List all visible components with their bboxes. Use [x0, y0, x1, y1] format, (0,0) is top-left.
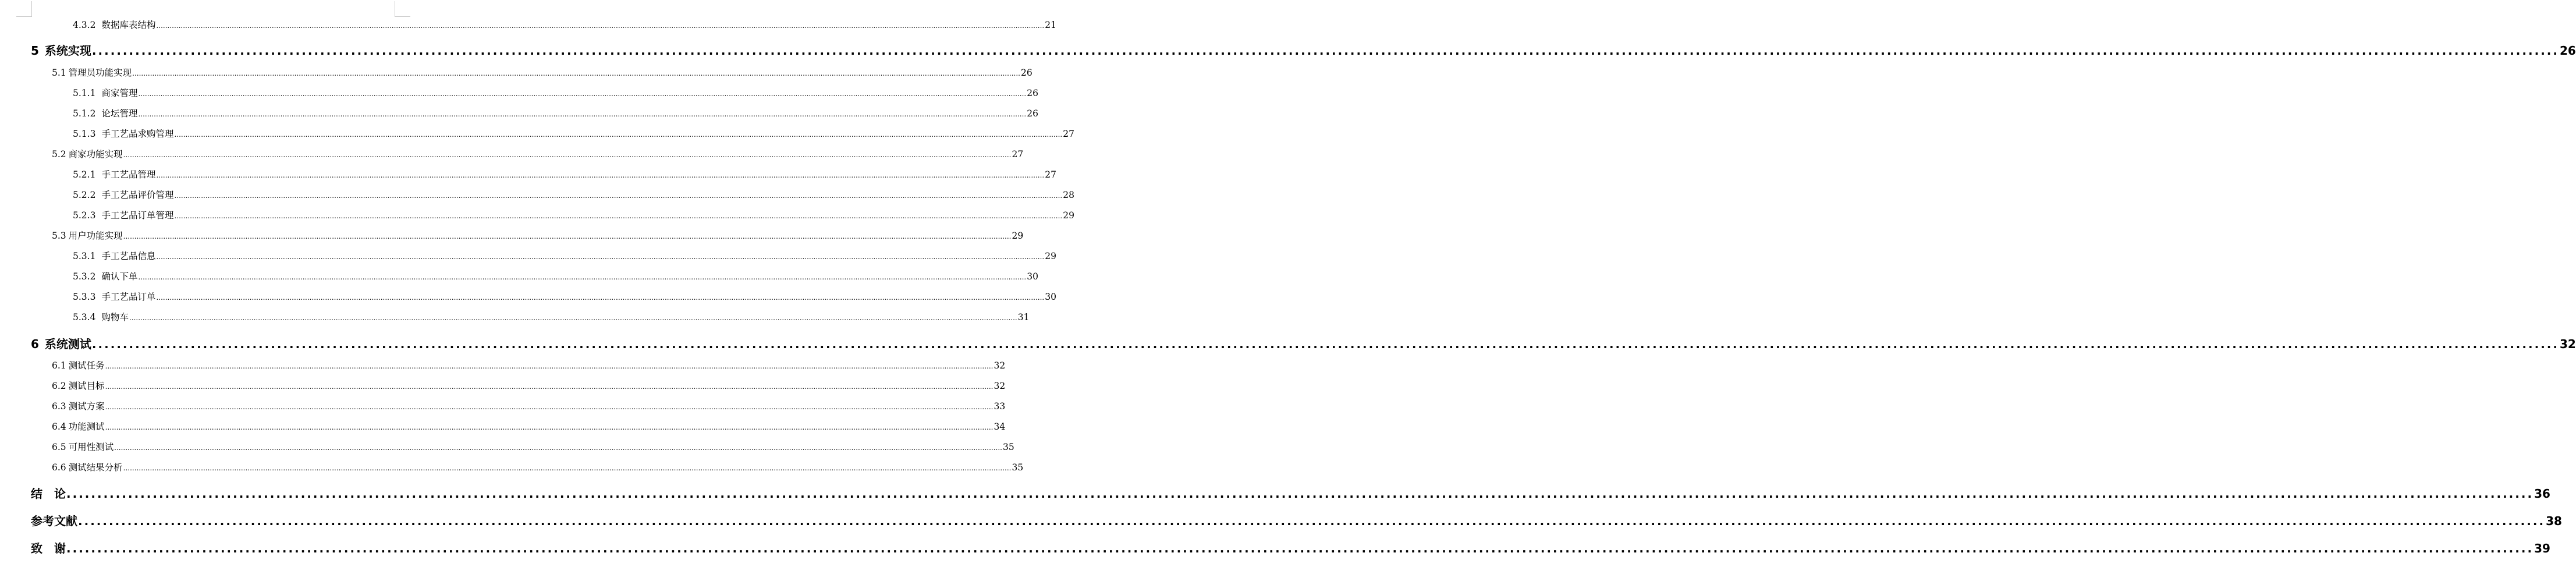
toc-entry-title: 商家功能实现 [68, 149, 123, 160]
toc-entry[interactable] [52, 147, 1024, 160]
toc-dot-leader: ................................................................................................................................................................................................................................................................................................................................................................................................................ [105, 382, 994, 391]
toc-dot-leader: ................................................................................................................................................................................................................................................................................................................................................................................................................ [105, 362, 994, 370]
toc-entry-number: 5 [31, 44, 39, 58]
toc-entry-number: 5.1.1 [73, 88, 96, 98]
toc-entry[interactable] [73, 107, 1038, 119]
toc-entry-page-number: 35 [1002, 442, 1014, 452]
toc-entry[interactable] [31, 539, 2550, 556]
toc-entry-number: 4.3.2 [73, 20, 96, 30]
toc-entry-number: 5.3.3 [73, 292, 96, 302]
toc-dot-leader: ................................................................................................................................................................................................................................................................................................................................................................................................................ [123, 151, 1012, 159]
toc-entry-page-number: 32 [2559, 337, 2576, 351]
toc-entry-number: 6.3 [52, 401, 66, 412]
toc-entry[interactable] [52, 229, 1024, 242]
toc-dot-leader: ................................................................................................................................................................................................................................................................................................................................................................................................................ [138, 273, 1027, 281]
toc-dot-leader: ................................................................................................................................................................................................................................................................................................................................................................................................................ [91, 44, 2559, 58]
toc-entry[interactable] [73, 18, 1056, 31]
toc-entry-page-number: 36 [2534, 487, 2550, 501]
toc-entry-page-number: 32 [994, 381, 1006, 391]
toc-entry[interactable] [52, 420, 1006, 433]
toc-entry[interactable] [52, 460, 1024, 473]
toc-dot-leader: ................................................................................................................................................................................................................................................................................................................................................................................................................ [138, 110, 1027, 118]
toc-entry-number: 6.6 [52, 462, 66, 473]
toc-dot-leader: ................................................................................................................................................................................................................................................................................................................................................................................................................ [132, 69, 1020, 77]
toc-entry[interactable] [31, 484, 2550, 501]
toc-entry-page-number: 38 [2546, 514, 2562, 528]
toc-entry[interactable] [73, 208, 1074, 221]
toc-entry-number: 5.3 [52, 231, 66, 241]
toc-entry-page-number: 32 [994, 360, 1006, 371]
toc-entry-title: 测试方案 [68, 401, 105, 412]
toc-entry-number: 5.2.2 [73, 190, 96, 200]
toc-dot-leader: ................................................................................................................................................................................................................................................................................................................................................................................................................ [156, 22, 1045, 30]
toc-entry[interactable] [73, 86, 1038, 99]
toc-entry-title: 手工艺品评价管理 [101, 190, 174, 200]
toc-entry-number: 5.3.1 [73, 251, 96, 261]
toc-entry-page-number: 29 [1012, 231, 1024, 241]
toc-entry-page-number: 33 [994, 401, 1006, 412]
toc-entry-page-number: 31 [1017, 312, 1030, 323]
toc-entry[interactable] [52, 379, 1006, 392]
toc-entry[interactable] [52, 440, 1014, 453]
toc-entry-title: 结 论 [31, 487, 66, 501]
toc-entry-page-number: 34 [994, 421, 1006, 432]
toc-entry-page-number: 27 [1045, 169, 1056, 180]
toc-dot-leader: ................................................................................................................................................................................................................................................................................................................................................................................................................ [123, 232, 1012, 240]
toc-entry-number: 6.5 [52, 442, 66, 452]
toc-entry-title: 测试任务 [68, 360, 105, 371]
toc-entry-page-number: 30 [1027, 271, 1038, 282]
toc-entry-number: 5.1 [52, 68, 66, 78]
toc-dot-leader: ................................................................................................................................................................................................................................................................................................................................................................................................................ [105, 403, 994, 411]
toc-entry-number: 6.1 [52, 360, 66, 371]
toc-entry-title: 手工艺品管理 [101, 169, 156, 180]
toc-entry-page-number: 27 [1063, 129, 1074, 139]
toc-entry[interactable] [73, 310, 1030, 323]
toc-entry-number: 5.1.3 [73, 129, 96, 139]
toc-entry-title: 测试结果分析 [68, 462, 123, 473]
toc-entry-number: 5.2.1 [73, 169, 96, 180]
toc-entry-page-number: 30 [1045, 292, 1056, 302]
toc-entry-title: 用户功能实现 [68, 231, 123, 241]
toc-entry-title: 购物车 [101, 312, 129, 323]
toc-entry-page-number: 27 [1012, 149, 1024, 160]
toc-dot-leader: ................................................................................................................................................................................................................................................................................................................................................................................................................ [105, 423, 994, 431]
toc-dot-leader: ................................................................................................................................................................................................................................................................................................................................................................................................................ [91, 337, 2559, 351]
toc-entry-page-number: 28 [1063, 190, 1074, 200]
toc-entry[interactable] [73, 290, 1056, 303]
toc-entry[interactable] [73, 270, 1038, 282]
toc-entry-page-number: 29 [1045, 251, 1056, 261]
toc-entry-title: 参考文献 [31, 514, 77, 528]
toc-entry-number: 5.3.4 [73, 312, 96, 323]
toc-entry[interactable] [31, 512, 2562, 529]
toc-entry-number: 6.4 [52, 421, 66, 432]
toc-dot-leader: ................................................................................................................................................................................................................................................................................................................................................................................................................ [66, 541, 2534, 555]
toc-entry-title: 系统实现 [44, 44, 91, 58]
toc-entry[interactable] [73, 168, 1056, 180]
toc-entry-title: 论坛管理 [101, 108, 138, 119]
toc-entry-title: 可用性测试 [68, 442, 114, 452]
toc-entry[interactable] [52, 399, 1006, 412]
toc-entry-title: 商家管理 [101, 88, 138, 98]
toc-entry[interactable] [52, 359, 1006, 371]
toc-dot-leader: ................................................................................................................................................................................................................................................................................................................................................................................................................ [174, 192, 1063, 200]
toc-entry-title: 管理员功能实现 [68, 68, 132, 78]
toc-entry-title: 确认下单 [101, 271, 138, 282]
toc-entry-number: 6 [31, 337, 39, 351]
toc-dot-leader: ................................................................................................................................................................................................................................................................................................................................................................................................................ [123, 464, 1012, 472]
toc-dot-leader: ................................................................................................................................................................................................................................................................................................................................................................................................................ [156, 253, 1045, 261]
toc-dot-leader: ................................................................................................................................................................................................................................................................................................................................................................................................................ [156, 293, 1045, 302]
toc-entry[interactable] [73, 127, 1074, 140]
toc-entry[interactable] [52, 66, 1032, 79]
toc-dot-leader: ................................................................................................................................................................................................................................................................................................................................................................................................................ [174, 212, 1063, 220]
toc-dot-leader: ................................................................................................................................................................................................................................................................................................................................................................................................................ [114, 444, 1002, 452]
toc-entry[interactable] [73, 188, 1074, 201]
toc-entry-title: 数据库表结构 [101, 20, 156, 30]
toc-entry-title: 致 谢 [31, 541, 66, 555]
toc-entry-number: 5.3.2 [73, 271, 96, 282]
toc-entry-number: 5.2.3 [73, 210, 96, 221]
toc-entry[interactable] [73, 249, 1056, 262]
toc-entry-title: 测试目标 [68, 381, 105, 391]
toc-entry-number: 5.2 [52, 149, 66, 160]
toc-entry-title: 手工艺品订单 [101, 292, 156, 302]
toc-entry-page-number: 21 [1045, 20, 1056, 30]
toc-entry-title: 系统测试 [44, 337, 91, 351]
toc-entry-title: 手工艺品信息 [101, 251, 156, 261]
toc-dot-leader: ................................................................................................................................................................................................................................................................................................................................................................................................................ [129, 314, 1017, 322]
toc-entry-page-number: 39 [2534, 541, 2550, 555]
toc-entry-page-number: 26 [1027, 108, 1038, 119]
toc-dot-leader: ................................................................................................................................................................................................................................................................................................................................................................................................................ [66, 487, 2534, 501]
toc-entry-number: 6.2 [52, 381, 66, 391]
toc-entry-page-number: 29 [1063, 210, 1074, 221]
toc-entry-title: 手工艺品求购管理 [101, 129, 174, 139]
toc-entry-title: 手工艺品订单管理 [101, 210, 174, 221]
toc-entry-page-number: 26 [1027, 88, 1038, 98]
toc-entry-page-number: 35 [1012, 462, 1024, 473]
toc-entry[interactable] [31, 41, 2576, 58]
toc-entry[interactable] [31, 335, 2576, 352]
toc-entry-title: 功能测试 [68, 421, 105, 432]
toc-entry-page-number: 26 [1020, 68, 1032, 78]
toc-dot-leader: ................................................................................................................................................................................................................................................................................................................................................................................................................ [156, 171, 1045, 179]
toc-dot-leader: ................................................................................................................................................................................................................................................................................................................................................................................................................ [174, 130, 1063, 139]
toc-dot-leader: ................................................................................................................................................................................................................................................................................................................................................................................................................ [138, 90, 1027, 98]
toc-dot-leader: ................................................................................................................................................................................................................................................................................................................................................................................................................ [78, 514, 2546, 528]
toc-entry-page-number: 26 [2559, 44, 2576, 58]
toc-entry-number: 5.1.2 [73, 108, 96, 119]
